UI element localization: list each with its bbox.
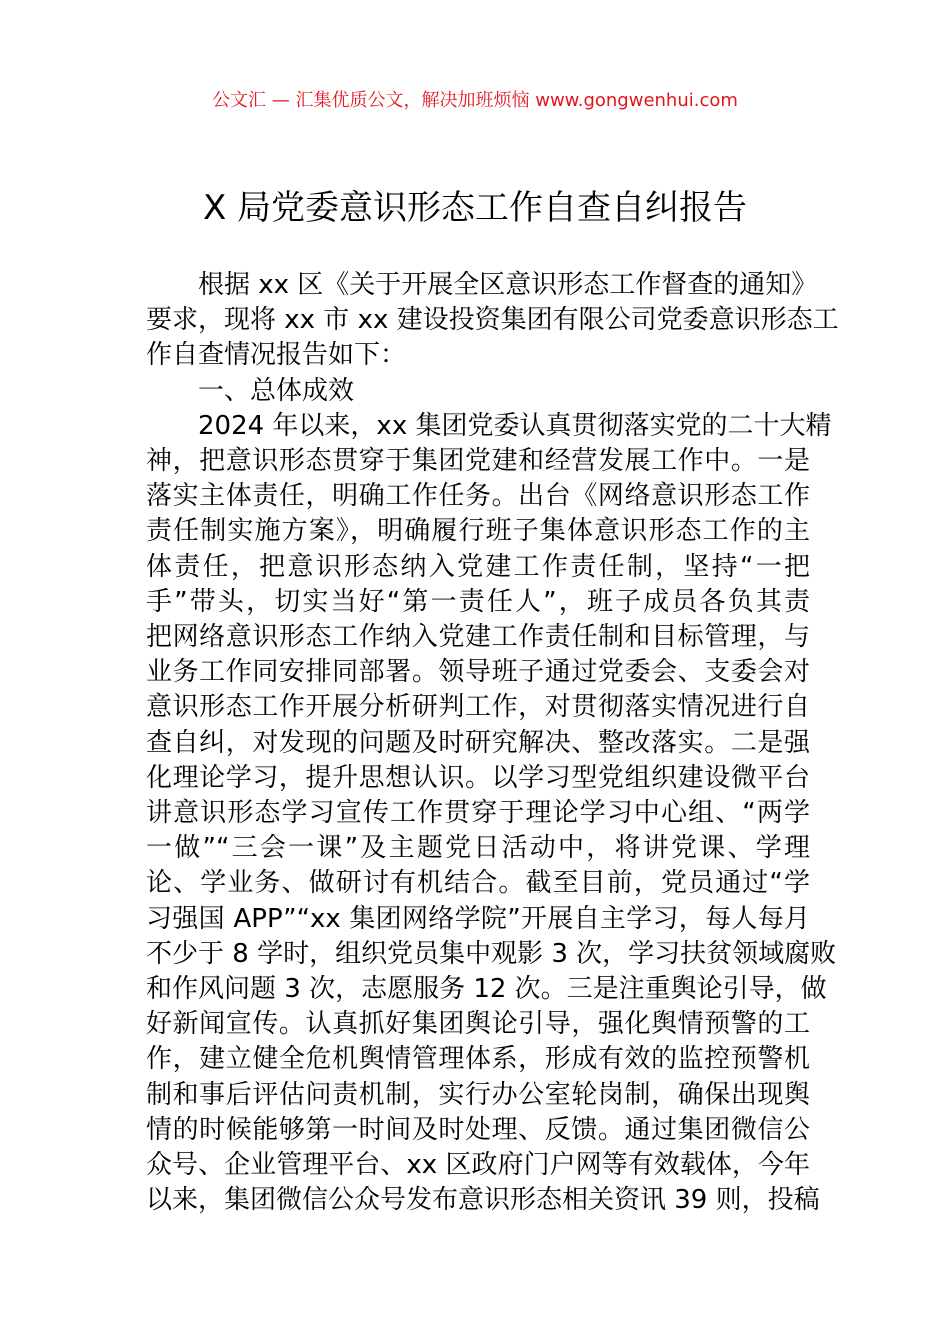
site-banner: 公文汇 — 汇集优质公文，解决加班烦恼 www.gongwenhui.com <box>212 90 738 111</box>
text-line: 要求，现将 xx 市 xx 建设投资集团有限公司党委意识形态工 <box>146 305 839 336</box>
section-heading-text: 一、总体成效 <box>198 375 355 406</box>
text-line: 化理论学习，提升思想认识。以学习型党组织建设微平台 <box>146 762 810 793</box>
text-line: 习强国 APP”“xx 集团网络学院”开展自主学习，每人每月 <box>146 903 810 934</box>
text-line: 不少于 8 学时，组织党员集中观影 3 次，学习扶贫领域腐败 <box>146 938 837 969</box>
text-line: 根据 xx 区《关于开展全区意识形态工作督查的通知》 <box>198 270 818 300</box>
text-line: 一做”“三会一课”及主题党日活动中，将讲党课、学理 <box>146 833 810 864</box>
text-line: 查自纠，对发现的问题及时研究解决、整改落实。二是强 <box>146 727 810 758</box>
text-line: 制和事后评估问责机制，实行办公室轮岗制，确保出现舆 <box>146 1079 810 1110</box>
text-line: 落实主体责任，明确工作任务。出台《网络意识形态工作 <box>146 481 810 512</box>
intro-paragraph <box>146 268 839 374</box>
text-line: 意识形态工作开展分析研判工作，对贯彻落实情况进行自 <box>146 692 810 723</box>
document-body <box>146 268 839 1218</box>
text-line: 讲意识形态学习宣传工作贯穿于理论学习中心组、“两学 <box>146 798 810 829</box>
section-heading <box>146 374 810 409</box>
text-line: 手”带头，切实当好“第一责任人”，班子成员各负其责 <box>146 586 810 617</box>
text-line: 体责任，把意识形态纳入党建工作责任制，坚持“一把 <box>146 551 810 582</box>
text-line: 责任制实施方案》，明确履行班子集体意识形态工作的主 <box>146 516 810 547</box>
text-line: 情的时候能够第一时间及时处理、反馈。通过集团微信公 <box>146 1114 810 1145</box>
text-line: 好新闻宣传。认真抓好集团舆论引导，强化舆情预警的工 <box>146 1009 810 1040</box>
text-line: 作，建立健全危机舆情管理体系，形成有效的监控预警机 <box>146 1044 810 1075</box>
text-line: 众号、企业管理平台、xx 区政府门户网等有效载体，今年 <box>146 1150 810 1181</box>
text-line: 以来，集团微信公众号发布意识形态相关资讯 39 则，投稿 <box>146 1185 820 1216</box>
text-line: 论、学业务、做研讨有机结合。截至目前，党员通过“学 <box>146 868 810 899</box>
text-line: 把网络意识形态工作纳入党建工作责任制和目标管理，与 <box>146 622 810 653</box>
text-line: 2024 年以来，xx 集团党委认真贯彻落实党的二十大精 <box>198 410 832 441</box>
document-title: X 局党委意识形态工作自查自纠报告 <box>202 188 748 228</box>
section1-paragraph <box>146 409 837 1219</box>
text-line: 和作风问题 3 次，志愿服务 12 次。三是注重舆论引导，做 <box>146 974 827 1005</box>
text-line: 业务工作同安排同部署。领导班子通过党委会、支委会对 <box>146 657 810 688</box>
text-line: 神，把意识形态贯穿于集团党建和经营发展工作中。一是 <box>146 446 810 477</box>
text-line: 作自查情况报告如下： <box>146 340 407 371</box>
